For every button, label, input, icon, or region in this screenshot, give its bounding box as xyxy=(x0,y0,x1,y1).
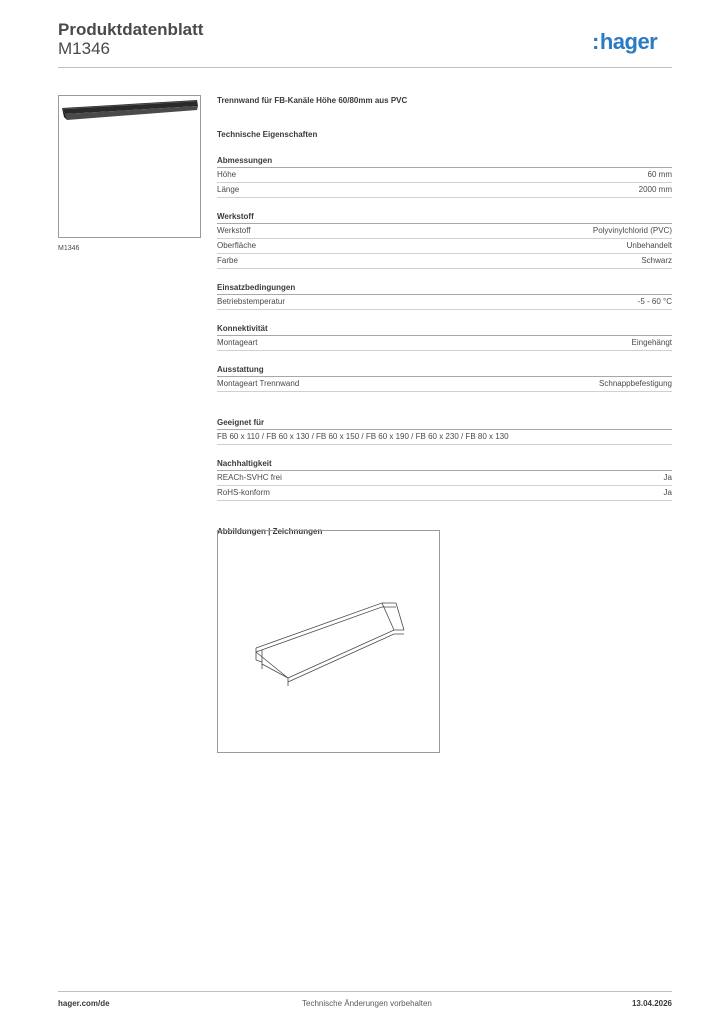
spec-row xyxy=(217,254,672,269)
group-title: Konnektivität xyxy=(217,324,672,336)
spec-row xyxy=(217,471,672,486)
spec-row xyxy=(217,295,672,310)
spec-row xyxy=(217,486,672,501)
spec-label: Werkstoff xyxy=(217,226,251,235)
group-title: Werkstoff xyxy=(217,212,672,224)
spec-value: Ja xyxy=(663,473,672,482)
product-details xyxy=(217,96,672,539)
spec-label: Montageart Trennwand xyxy=(217,379,300,388)
group-title: Abmessungen xyxy=(217,156,672,168)
spec-row xyxy=(217,224,672,239)
spec-label: REACh-SVHC frei xyxy=(217,473,282,482)
spec-value: 60 mm xyxy=(647,170,672,179)
header-divider xyxy=(58,67,672,68)
product-number: M1346 xyxy=(58,39,110,58)
group-einsatzbedingungen xyxy=(217,283,672,310)
spec-row xyxy=(217,430,672,445)
page-title: Produktdatenblatt xyxy=(58,20,204,39)
group-nachhaltigkeit xyxy=(217,459,672,501)
group-title: Einsatzbedingungen xyxy=(217,283,672,295)
product-photo-icon xyxy=(59,96,200,237)
logo-text: hager xyxy=(599,29,658,54)
spec-value: -5 - 60 °C xyxy=(637,297,672,306)
partition-drawing-icon xyxy=(218,531,439,752)
spec-label: Höhe xyxy=(217,170,237,179)
group-ausstattung xyxy=(217,365,672,392)
spec-value: Ja xyxy=(663,488,672,497)
footer-divider xyxy=(58,991,672,992)
spec-row xyxy=(217,377,672,392)
spec-value: Schwarz xyxy=(641,256,672,265)
technical-drawing xyxy=(217,530,440,753)
product-image-label: M1346 xyxy=(58,245,80,252)
spec-label: RoHS-konform xyxy=(217,488,270,497)
group-title: Geeignet für xyxy=(217,418,672,430)
tech-properties-title: Technische Eigenschaften xyxy=(217,130,318,139)
spec-row xyxy=(217,168,672,183)
group-abmessungen xyxy=(217,156,672,198)
group-title: Ausstattung xyxy=(217,365,672,377)
product-image xyxy=(58,95,201,238)
suitable-list: FB 60 x 110 / FB 60 x 130 / FB 60 x 150 / FB 60 x 190 / FB 60 x 230 / FB 80 x 130 xyxy=(217,432,509,441)
product-description: Trennwand für FB-Kanäle Höhe 60/80mm aus PVC xyxy=(217,96,408,105)
spec-label: Farbe xyxy=(217,256,238,265)
spec-row xyxy=(217,183,672,198)
spec-row xyxy=(217,239,672,254)
drawings-title: Abbildungen | Zeichnungen xyxy=(217,527,323,536)
footer-website-link[interactable]: hager.com/de xyxy=(58,999,110,1008)
footer-disclaimer: Technische Änderungen vorbehalten xyxy=(302,999,432,1008)
spec-value: Schnappbefestigung xyxy=(599,379,672,388)
group-geeignet-fuer xyxy=(217,418,672,445)
group-werkstoff xyxy=(217,212,672,269)
logo-colon: : xyxy=(592,29,599,54)
spec-label: Montageart xyxy=(217,338,258,347)
spec-row xyxy=(217,336,672,351)
spec-value: Eingehängt xyxy=(631,338,672,347)
spec-value: 2000 mm xyxy=(638,185,672,194)
spec-label: Oberfläche xyxy=(217,241,257,250)
spec-value: Polyvinylchlorid (PVC) xyxy=(592,226,672,235)
footer-date: 13.04.2026 xyxy=(631,999,672,1008)
spec-label: Betriebstemperatur xyxy=(217,297,286,306)
spec-label: Länge xyxy=(217,185,240,194)
hager-logo xyxy=(592,29,657,55)
group-title: Nachhaltigkeit xyxy=(217,459,672,471)
spec-value: Unbehandelt xyxy=(626,241,672,250)
group-konnektivitaet xyxy=(217,324,672,351)
